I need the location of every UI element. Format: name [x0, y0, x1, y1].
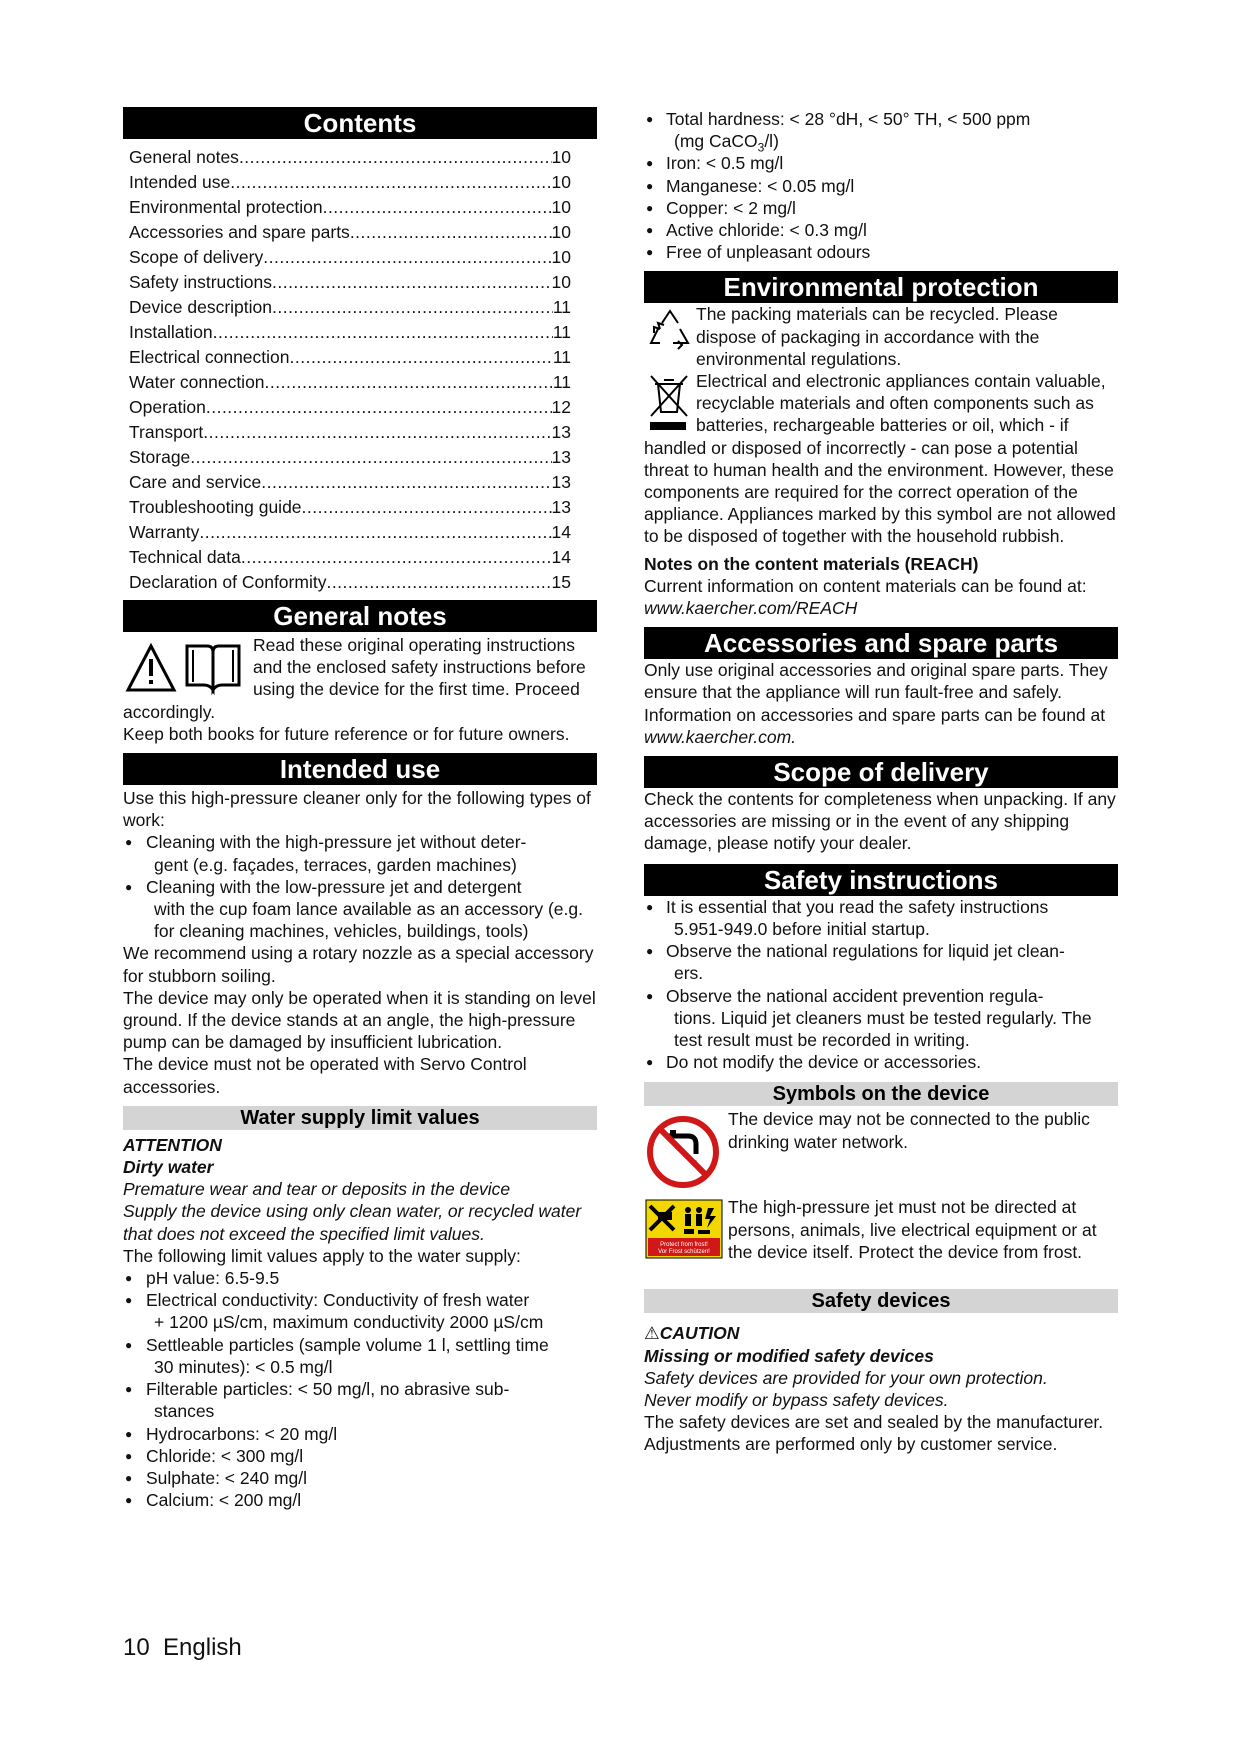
toc-entry-label: General notes	[129, 147, 239, 167]
toc-entry[interactable]	[129, 370, 597, 395]
accessories-paragraph-2: Information on accessories and spare parts can be found at www.kaercher.com.	[644, 704, 1106, 747]
reach-paragraph: Current information on content materials can be found at: www.kaercher.com/REACH	[644, 575, 1087, 619]
general-notes-section	[123, 634, 597, 745]
list-item: ● Filterable particles: < 50 mg/l, no abrasive sub- stances	[123, 1378, 597, 1422]
toc-entry[interactable]	[129, 470, 597, 495]
environment-heading: Environmental protection	[644, 271, 1118, 303]
list-item: ● Chloride: < 300 mg/l	[123, 1445, 597, 1467]
toc-leader-dots	[261, 470, 551, 495]
toc-entry-label: Scope of delivery	[129, 247, 264, 267]
list-item: ● Electrical conductivity: Conductivity of fresh water + 1200 µS/cm, maximum conductivity 2000 µS/cm	[123, 1289, 597, 1333]
toc-entry-page: 11	[552, 322, 571, 342]
page-footer	[123, 1633, 242, 1663]
toc-entry-page: 13	[551, 472, 571, 492]
water-consequence: Premature wear and tear or deposits in the device	[123, 1179, 511, 1200]
intended-use-paragraph-3: The device must not be operated with Servo Control accessories.	[123, 1054, 527, 1097]
toc-leader-dots	[199, 520, 551, 545]
toc-entry-page: 15	[551, 572, 571, 592]
attention-label: ATTENTION	[123, 1134, 222, 1155]
intended-use-list	[123, 831, 597, 942]
list-item: ● Hydrocarbons: < 20 mg/l	[123, 1423, 597, 1445]
toc-entry-page: 12	[551, 397, 571, 417]
toc-leader-dots	[272, 270, 552, 295]
list-item: ● Active chloride: < 0.3 mg/l	[644, 219, 1118, 241]
toc-entry[interactable]	[129, 245, 597, 270]
toc-entry-label: Device description	[129, 297, 272, 317]
accessories-heading: Accessories and spare parts	[644, 627, 1118, 659]
toc-leader-dots	[241, 545, 552, 570]
toc-entry[interactable]	[129, 545, 597, 570]
safety-devices-avoid: Never modify or bypass safety devices.	[644, 1389, 949, 1410]
toc-entry-label: Intended use	[129, 172, 231, 192]
toc-leader-dots	[203, 420, 551, 445]
left-column	[123, 107, 597, 1511]
toc-entry-page: 13	[551, 422, 571, 442]
symbols-heading: Symbols on the device	[644, 1082, 1118, 1106]
toc-entry-page: 10	[551, 222, 571, 242]
toc-entry[interactable]	[129, 170, 597, 195]
toc-entry-label: Operation	[129, 397, 206, 417]
toc-leader-dots	[206, 395, 552, 420]
list-item: ● pH value: 6.5-9.5	[123, 1267, 597, 1289]
list-item: ● Sulphate: < 240 mg/l	[123, 1467, 597, 1489]
intended-use-paragraph-2: The device may only be operated when it is standing on level ground. If the device stands at an angle, the high-pressure pump can be damaged by insufficient lubrication.	[123, 987, 596, 1053]
toc-entry-page: 14	[551, 522, 571, 542]
symbol-2-row	[644, 1196, 1118, 1284]
toc-leader-dots	[350, 220, 552, 245]
scope-paragraph: Check the contents for completeness when unpacking. If any accessories are missing or in the event of any shipping damage, please notify your dealer.	[644, 789, 1116, 854]
water-limits-list-continued-2	[644, 152, 1118, 263]
toc-entry-label: Storage	[129, 447, 191, 467]
toc-entry-page: 10	[551, 197, 571, 217]
toc-entry-label: Warranty	[129, 522, 200, 542]
reach-heading: Notes on the content materials (REACH)	[644, 553, 979, 574]
toc-entry[interactable]	[129, 495, 597, 520]
symbol-1-text: The device may not be connected to the public drinking water network.	[728, 1109, 1090, 1152]
general-notes-paragraph-1: Read these original operating instructions and the enclosed safety instructions before using the device for the first time. Proceed accordingly.	[123, 635, 586, 722]
toc-entry[interactable]	[129, 520, 597, 545]
general-notes-heading: General notes	[123, 600, 597, 632]
toc-entry-page: 10	[551, 247, 571, 267]
toc-entry-page: 11	[552, 347, 571, 367]
water-limits-intro: The following limit values apply to the water supply:	[123, 1245, 521, 1266]
safety-list	[644, 896, 1118, 1074]
caution-icon: ⚠	[644, 1323, 660, 1344]
toc-leader-dots	[323, 195, 552, 220]
list-item: ● Settleable particles (sample volume 1 l, settling time 30 minutes): < 0.5 mg/l	[123, 1334, 597, 1378]
list-item: ● Total hardness: < 28 °dH, < 50° TH, < 500 ppm (mg CaCO$_3$/l)	[644, 108, 1118, 152]
intended-use-heading: Intended use	[123, 753, 597, 785]
reach-link[interactable]: www.kaercher.com/REACH	[644, 598, 858, 619]
toc-leader-dots	[213, 320, 553, 345]
scope-heading: Scope of delivery	[644, 756, 1118, 788]
toc-entry[interactable]	[129, 270, 597, 295]
list-item: ● Manganese: < 0.05 mg/l	[644, 175, 1118, 197]
symbol-2-text: The high-pressure jet must not be directed at persons, animals, live electrical equipment or at the device itself. Protect the device from frost.	[728, 1197, 1097, 1262]
water-avoid: Supply the device using only clean water, or recycled water that does not exceed the specified limit values.	[123, 1201, 582, 1244]
page-number: 10	[123, 1634, 150, 1661]
toc-entry-label: Declaration of Conformity	[129, 572, 327, 592]
toc-entry[interactable]	[129, 445, 597, 470]
table-of-contents	[123, 145, 597, 595]
toc-entry-label: Accessories and spare parts	[129, 222, 350, 242]
safety-devices-heading: Safety devices	[644, 1289, 1118, 1313]
sticker-line-1: Protect from frost!	[660, 1242, 708, 1249]
list-item: ● Cleaning with the high-pressure jet without deter- gent (e.g. façades, terraces, garden machines)	[123, 831, 597, 875]
safety-heading: Safety instructions	[644, 864, 1118, 896]
water-hazard: Dirty water	[123, 1157, 214, 1178]
toc-leader-dots	[302, 495, 552, 520]
toc-entry[interactable]	[129, 295, 597, 320]
water-limits-list-continued	[644, 108, 1118, 155]
toc-entry-label: Troubleshooting guide	[129, 497, 302, 517]
toc-entry-page: 11	[552, 372, 571, 392]
toc-entry[interactable]	[129, 195, 597, 220]
safety-devices-consequence: Safety devices are provided for your own protection.	[644, 1367, 1048, 1388]
toc-leader-dots	[290, 345, 553, 370]
toc-entry-page: 13	[551, 497, 571, 517]
list-item: ● Free of unpleasant odours	[644, 241, 1118, 263]
safety-devices-paragraph: The safety devices are set and sealed by the manufacturer. Adjustments are performed only by customer service.	[644, 1412, 1104, 1455]
environment-section	[644, 303, 1118, 547]
toc-entry-label: Installation	[129, 322, 213, 342]
list-item: ● Copper: < 2 mg/l	[644, 197, 1118, 219]
toc-entry-page: 13	[551, 447, 571, 467]
intended-use-paragraph-1: We recommend using a rotary nozzle as a special accessory for stubborn soiling.	[123, 943, 594, 986]
toc-entry-label: Care and service	[129, 472, 262, 492]
toc-entry-page: 11	[552, 297, 571, 317]
toc-entry-page: 10	[551, 272, 571, 292]
general-notes-paragraph-2: Keep both books for future reference or for future owners.	[123, 723, 570, 744]
list-item: ● Iron: < 0.5 mg/l	[644, 152, 1118, 174]
symbol-1-row	[644, 1108, 1118, 1186]
toc-leader-dots	[265, 370, 553, 395]
toc-entry[interactable]	[129, 420, 597, 445]
toc-entry-label: Technical data	[129, 547, 241, 567]
contents-heading: Contents	[123, 107, 597, 139]
toc-entry-page: 14	[551, 547, 571, 567]
list-item: ● Calcium: < 200 mg/l	[123, 1489, 597, 1511]
toc-entry[interactable]	[129, 395, 597, 420]
warning-and-manual-icon	[123, 634, 253, 700]
environment-paragraph-1: The packing materials can be recycled. Please dispose of packaging in accordance with the environmental regulations.	[696, 304, 1058, 369]
list-item: ● Do not modify the device or accessories.	[644, 1051, 1118, 1073]
environment-paragraph-2: Electrical and electronic appliances contain valuable, recyclable materials and often components such as batteries, rechargeable batteries or oil, which - if handled or disposed of incorrectly - can pose a potential threat to human health and the environment. However, these components are required for the correct operation of the appliance. Appliances marked by this symbol are not allowed to be disposed of together with the household rubbish.	[644, 371, 1116, 547]
list-item: ● Observe the national accident prevention regula- tions. Liquid jet cleaners must be tested regularly. The test result must be recorded in writing.	[644, 985, 1118, 1052]
toc-entry-label: Safety instructions	[129, 272, 272, 292]
toc-entry[interactable]	[129, 345, 597, 370]
toc-leader-dots	[190, 445, 551, 470]
toc-entry-label: Water connection	[129, 372, 265, 392]
toc-entry[interactable]	[129, 145, 597, 170]
kaercher-link[interactable]: www.kaercher.com.	[644, 726, 797, 747]
toc-entry-page: 10	[551, 147, 571, 167]
safety-devices-hazard: Missing or modified safety devices	[644, 1345, 934, 1366]
toc-leader-dots	[230, 170, 551, 195]
toc-entry-label: Environmental protection	[129, 197, 323, 217]
recycling-icon	[644, 303, 696, 369]
water-limits-list	[123, 1267, 597, 1511]
toc-entry[interactable]	[129, 570, 597, 595]
toc-entry-label: Electrical connection	[129, 347, 290, 367]
water-supply-heading: Water supply limit values	[123, 1106, 597, 1130]
toc-leader-dots	[326, 570, 551, 595]
toc-leader-dots	[272, 295, 553, 320]
list-item: ● Observe the national regulations for liquid jet clean- ers.	[644, 940, 1118, 984]
list-item: ● It is essential that you read the safety instructions 5.951-949.0 before initial startup.	[644, 896, 1118, 940]
accessories-paragraph-1: Only use original accessories and original spare parts. They ensure that the appliance will run fault-free and safely.	[644, 660, 1108, 703]
sticker-line-2: Vor Frost schützen!	[658, 1249, 710, 1256]
list-item: ● Cleaning with the low-pressure jet and detergent with the cup foam lance available as an accessory (e.g. for cleaning machines, vehicles, buildings, tools)	[123, 876, 597, 943]
no-jet-at-persons-icon	[644, 1196, 728, 1262]
toc-entry-page: 10	[551, 172, 571, 192]
toc-entry-label: Transport	[129, 422, 204, 442]
no-drinking-water-icon	[644, 1108, 728, 1188]
toc-leader-dots	[263, 245, 551, 270]
toc-leader-dots	[239, 145, 552, 170]
crossed-out-bin-icon	[644, 370, 696, 436]
toc-entry[interactable]	[129, 320, 597, 345]
toc-entry[interactable]	[129, 220, 597, 245]
footer-language: English	[163, 1634, 242, 1661]
intended-use-intro: Use this high-pressure cleaner only for the following types of work:	[123, 788, 591, 831]
right-column	[644, 108, 1118, 1456]
caution-label: ⚠CAUTION	[644, 1323, 740, 1344]
